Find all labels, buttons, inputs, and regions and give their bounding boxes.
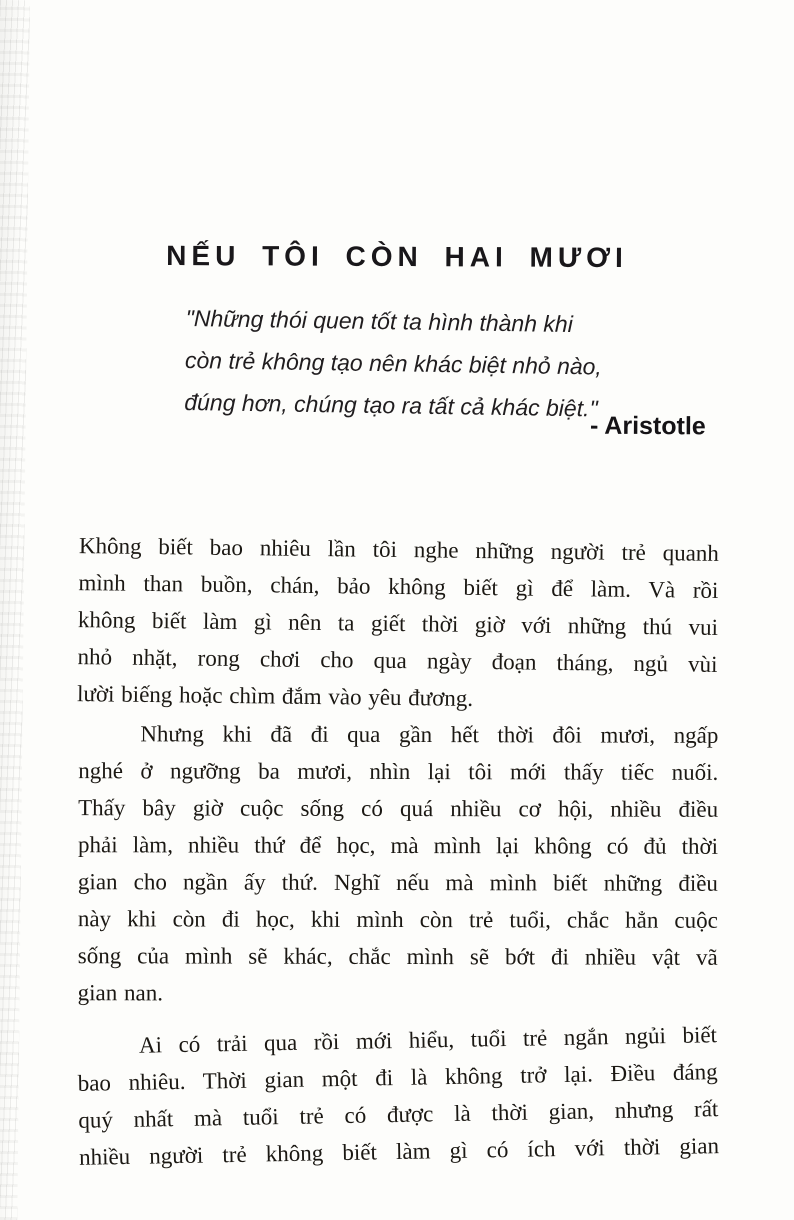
paragraph-1 <box>77 527 719 720</box>
text-line: Ai có trải qua rồi mới hiểu, tuổi trẻ ngắn ngủi biết <box>138 1022 718 1058</box>
epigraph-quote <box>184 297 656 430</box>
text-line: nhiều người trẻ không biết làm gì có ích với thời gian <box>78 1133 720 1170</box>
text-line: mình than buồn, chán, bảo không biết gì để làm. Và rồi <box>78 570 719 603</box>
text-line: Không biết bao nhiêu lần tôi nghe những người trẻ quanh <box>78 533 720 566</box>
text-line: Nhưng khi đã đi qua gần hết thời đôi mươi, ngấp <box>140 721 719 748</box>
text-line: quý nhất mà tuổi trẻ có được là thời gian, nhưng rất <box>78 1096 719 1133</box>
quote-line: "Những thói quen tốt ta hình thành khi <box>185 304 574 338</box>
chapter-title: NẾU TÔI CÒN HAI MƯƠI <box>166 239 628 274</box>
quote-line: đúng hơn, chúng tạo ra tất cả khác biệt." <box>184 388 598 422</box>
scan-edge-artifact <box>0 0 30 1220</box>
text-line: này khi còn đi học, khi mình còn trẻ tuổi, chắc hẳn cuộc <box>77 906 718 933</box>
text-line: nhỏ nhặt, rong chơi cho qua ngày đoạn tháng, ngủ vùi <box>77 644 718 677</box>
text-line: phải làm, nhiều thứ để học, mà mình lại không có đủ thời <box>78 832 719 859</box>
text-line: Thấy bây giờ cuộc sống có quá nhiều cơ hội, nhiều điều <box>78 795 719 822</box>
text-line: nghé ở ngưỡng ba mươi, nhìn lại tôi mới thấy tiếc nuối. <box>78 758 719 785</box>
text-line: lười biếng hoặc chìm đắm vào yêu đương. <box>76 681 474 711</box>
quote-attribution: - Aristotle <box>590 411 707 441</box>
text-line: sống của mình sẽ khác, chắc mình sẽ bớt đi nhiều vật vã <box>77 943 718 970</box>
text-line: gian nan. <box>77 980 164 1006</box>
paragraph-2 <box>78 715 719 1013</box>
body-text <box>78 531 718 1170</box>
paragraph-3 <box>77 1016 720 1176</box>
text-line: không biết làm gì nên ta giết thời giờ với những thú vui <box>77 607 719 640</box>
text-line: bao nhiêu. Thời gian một đi là không trở lại. Điều đáng <box>77 1059 718 1096</box>
text-line: gian cho ngần ấy thứ. Nghĩ nếu mà mình biết những điều <box>77 869 718 896</box>
quote-line: còn trẻ không tạo nên khác biệt nhỏ nào, <box>184 346 603 380</box>
